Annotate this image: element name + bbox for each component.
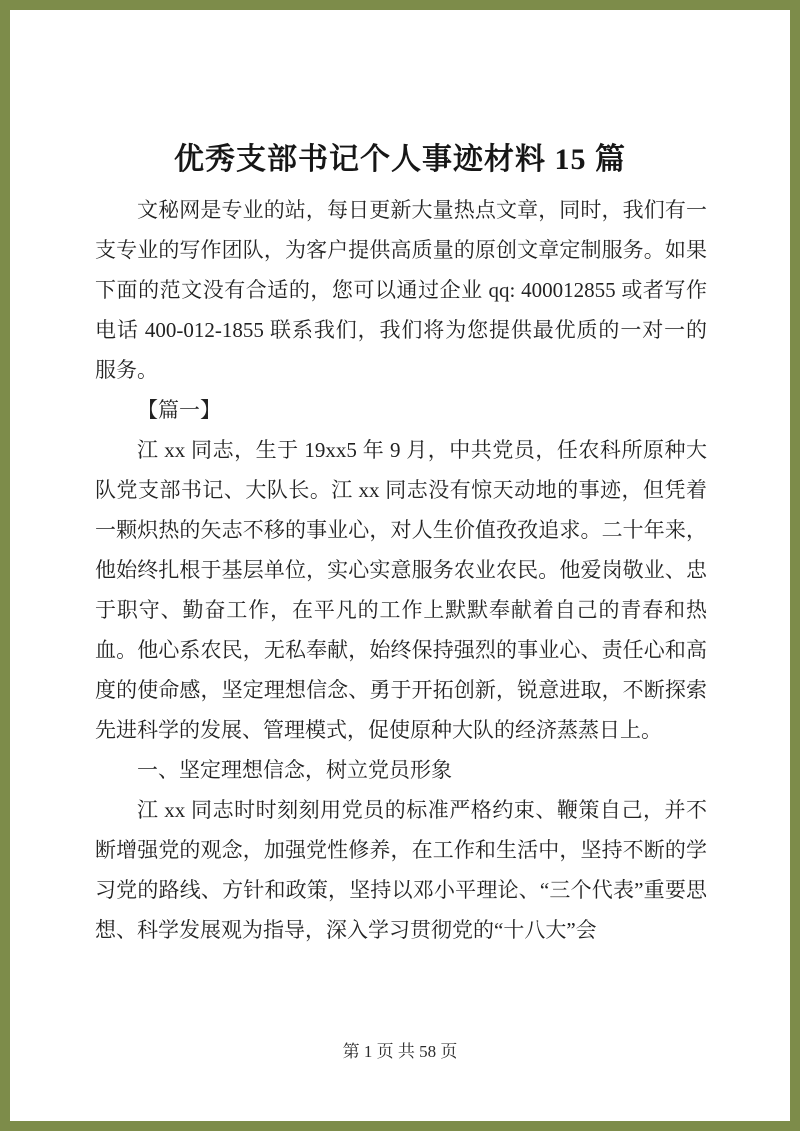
document-body — [10, 190, 790, 950]
page-number-footer: 第 1 页 共 58 页 — [342, 1042, 458, 1061]
body-paragraph-1: 江 xx 同志，生于 19xx5 年 9 月，中共党员，任农科所原种大队党支部书记、大队长。江 xx 同志没有惊天动地的事迹，但凭着一颗炽热的矢志不移的事业心，对人生价值孜孜追求。二十年来，他始终扎根于基层单位，实心实意服务农业农民。他爱岗敬业、忠于职守、勤奋工作，在平凡的工作上默默奉献着自己的青春和热血。他心系农民，无私奉献，始终保持强烈的事业心、责任心和高度的使命感，坚定理想信念、勇于开拓创新，锐意进取，不断探索先进科学的发展、管理模式，促使原种大队的经济蒸蒸日上。 — [95, 438, 707, 742]
body-paragraph-2: 江 xx 同志时时刻刻用党员的标准严格约束、鞭策自己，并不断增强党的观念，加强党性修养，在工作和生活中，坚持不断的学习党的路线、方针和政策，坚持以邓小平理论、“三个代表”重要思想、科学发展观为指导，深入学习贯彻党的“十八大”会 — [95, 798, 707, 942]
section-heading: 一、坚定理想信念，树立党员形象 — [137, 758, 452, 782]
document-title: 优秀支部书记个人事迹材料 15 篇 — [174, 143, 626, 176]
section-label: 【篇一】 — [137, 398, 221, 422]
intro-paragraph: 文秘网是专业的站，每日更新大量热点文章，同时，我们有一支专业的写作团队，为客户提供高质量的原创文章定制服务。如果下面的范文没有合适的，您可以通过企业 qq: 400012855 或者写作电话 400-012-1855 联系我们，我们将为您提供最优质的一对一的服务。 — [95, 198, 707, 382]
